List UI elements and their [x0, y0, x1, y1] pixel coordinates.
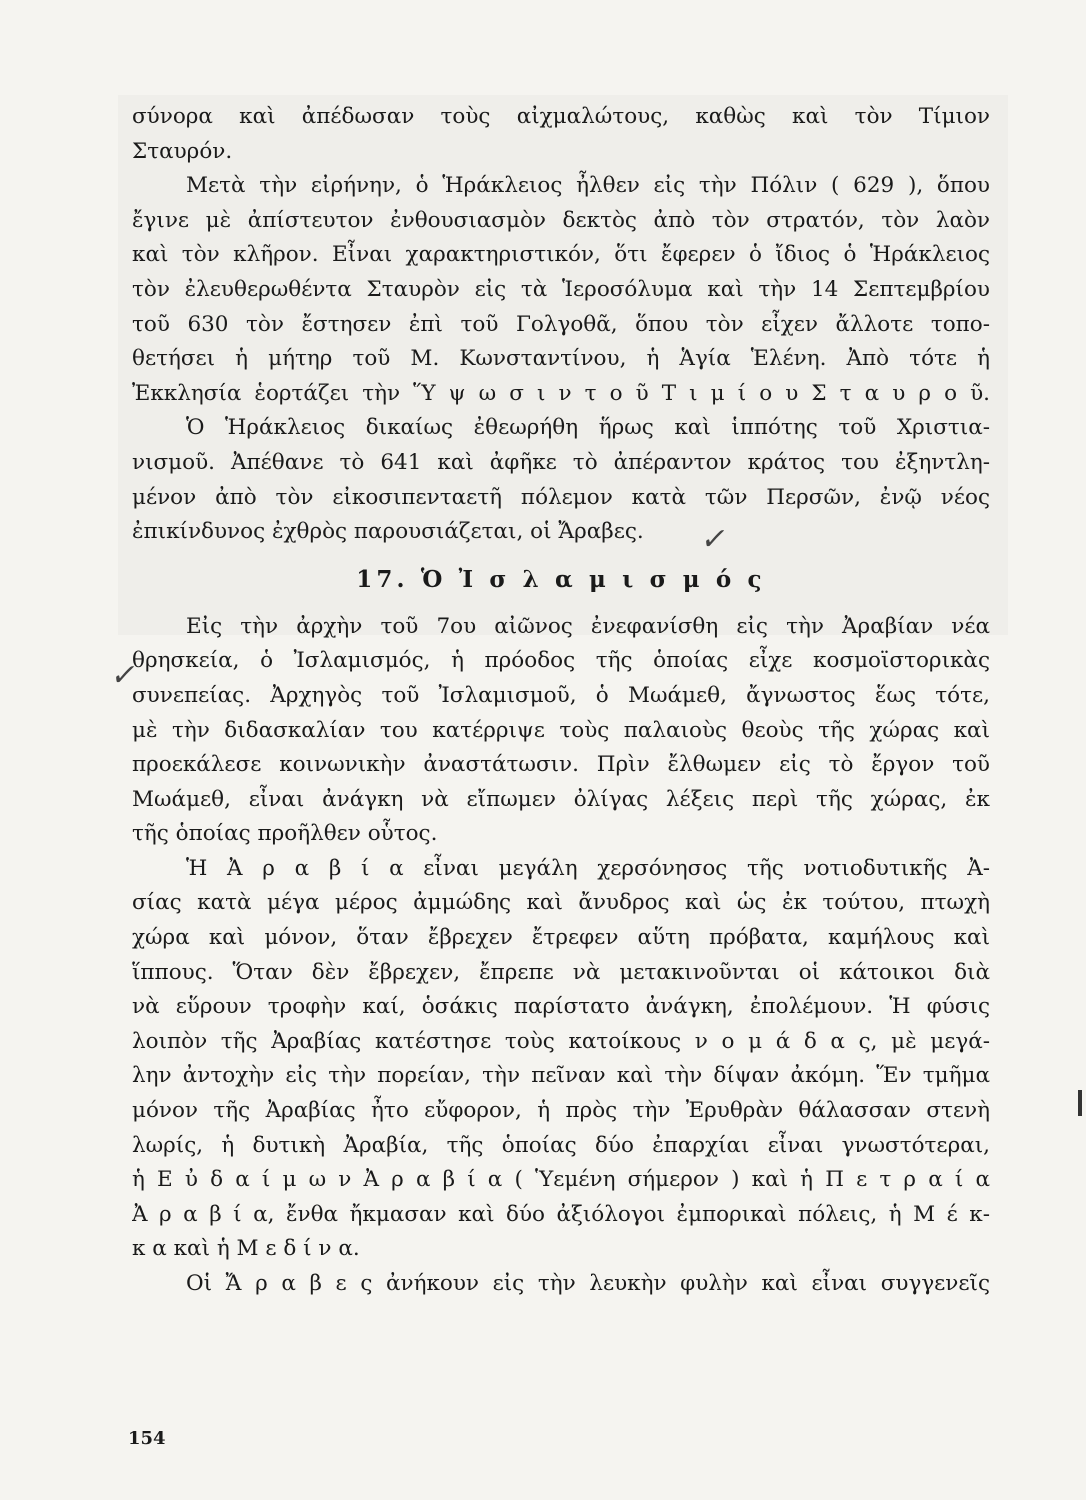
text-line: μὲ τὴν διδασκαλίαν του κατέρριψε τοὺς παλαιοὺς θεοὺς τῆς χώρας καὶ: [132, 717, 990, 743]
text-line: ἐπικίνδυνος ἐχθρὸς παρουσιάζεται, οἱ Ἄραβες.: [132, 519, 644, 545]
text-line: τῆς ὁποίας προῆλθεν οὗτος.: [132, 821, 438, 847]
text-line: λοιπὸν τῆς Ἀραβίας κατέστησε τοὺς κατοίκους ν ο μ ά δ α ς, μὲ μεγά-: [132, 1028, 990, 1054]
text-line: προεκάλεσε κοινωνικὴν ἀναστάτωσιν. Πρὶν ἔλθωμεν εἰς τὸ ἔργον τοῦ: [132, 752, 990, 778]
text-line: Ὁ Ἡράκλειος δικαίως ἐθεωρήθη ἥρως καὶ ἱππότης τοῦ Χριστια-: [186, 415, 990, 441]
text-line: θετήσει ἡ μήτηρ τοῦ Μ. Κωνσταντίνου, ἡ Ἁγία Ἑλένη. Ἀπὸ τότε ἡ: [132, 346, 990, 372]
text-line: ἔγινε μὲ ἀπίστευτον ἐνθουσιασμὸν δεκτὸς ἀπὸ τὸν στρατόν, τὸν λαὸν: [132, 207, 990, 233]
text-line: Μωάμεθ, εἶναι ἀνάγκη νὰ εἴπωμεν ὀλίγας λέξεις περὶ τῆς χώρας, ἐκ: [132, 786, 990, 812]
text-line: Σταυρόν.: [132, 138, 233, 164]
text-line: ἡ Ε ὐ δ α ί μ ω ν Ἀ ρ α β ί α ( Ὑεμένη σήμερον ) καὶ ἡ Π ε τ ρ α ί α: [132, 1167, 990, 1193]
text-line: Ἀ ρ α β ί α, ἔνθα ἤκμασαν καὶ δύο ἀξιόλογοι ἐμπορικαὶ πόλεις, ἡ Μ έ κ-: [132, 1201, 990, 1227]
text-line: θρησκεία, ὁ Ἰσλαμισμός, ἡ πρόοδος τῆς ὁποίας εἶχε κοσμοϊστορικὰς: [132, 648, 990, 674]
text-line: λην ἀντοχὴν εἰς τὴν πορείαν, τὴν πεῖναν καὶ τὴν δίψαν ἀκόμη. Ἕν τμῆμα: [132, 1063, 990, 1089]
text-line: Εἰς τὴν ἀρχὴν τοῦ 7ου αἰῶνος ἐνεφανίσθη εἰς τὴν Ἀραβίαν νέα: [186, 613, 990, 639]
text-line: συνεπείας. Ἀρχηγὸς τοῦ Ἰσλαμισμοῦ, ὁ Μωάμεθ, ἄγνωστος ἕως τότε,: [132, 682, 990, 708]
text-line: κ α καὶ ἡ Μ ε δ ί ν α.: [132, 1236, 360, 1262]
text-line: μόνον τῆς Ἀραβίας ἦτο εὔφορον, ἡ πρὸς τὴν Ἐρυθρὰν θάλασσαν στενὴ: [132, 1098, 990, 1124]
section-heading: 17. Ὁ Ἰ σ λ α μ ι σ μ ό ς: [356, 565, 766, 593]
page-edge-mark: [1078, 1090, 1082, 1116]
page-body: [132, 100, 990, 1302]
page-number: 154: [128, 1428, 166, 1449]
text-line: Ἐκκλησία ἑορτάζει τὴν Ὕ ψ ω σ ι ν τ ο ῦ Τ ι μ ί ο υ Σ τ α υ ρ ο ῦ.: [132, 380, 990, 406]
text-line: νὰ εὕρουν τροφὴν καί, ὁσάκις παρίστατο ἀνάγκη, ἐπολέμουν. Ἡ φύσις: [132, 994, 990, 1020]
text-line: σύνορα καὶ ἀπέδωσαν τοὺς αἰχμαλώτους, καθὼς καὶ τὸν Τίμιον: [132, 104, 990, 129]
text-line: τοῦ 630 τὸν ἔστησεν ἐπὶ τοῦ Γολγοθᾶ, ὅπου τὸν εἶχεν ἄλλοτε τοπο-: [132, 311, 990, 337]
pencil-checkmark-icon: ✓: [108, 658, 141, 693]
text-line: Ἡ Ἀ ρ α β ί α εἶναι μεγάλη χερσόνησος τῆς νοτιοδυτικῆς Ἀ-: [186, 855, 990, 881]
text-line: σίας κατὰ μέγα μέρος ἀμμώδης καὶ ἄνυδρος καὶ ὡς ἐκ τούτου, πτωχὴ: [132, 890, 990, 916]
text-line: τὸν ἐλευθερωθέντα Σταυρὸν εἰς τὰ Ἱεροσόλυμα καὶ τὴν 14 Σεπτεμβρίου: [132, 276, 990, 302]
text-line: λωρίς, ἡ δυτικὴ Ἀραβία, τῆς ὁποίας δύο ἐπαρχίαι εἶναι γνωστότεραι,: [132, 1132, 990, 1158]
text-line: ἵππους. Ὅταν δὲν ἔβρεχεν, ἔπρεπε νὰ μετακινοῦνται οἱ κάτοικοι διὰ: [132, 959, 990, 985]
text-line: καὶ τὸν κλῆρον. Εἶναι χαρακτηριστικόν, ὅτι ἔφερεν ὁ ἴδιος ὁ Ἡράκλειος: [132, 242, 990, 268]
text-line: Οἱ Ἄ ρ α β ε ς ἀνήκουν εἰς τὴν λευκὴν φυλὴν καὶ εἶναι συγγενεῖς: [186, 1271, 990, 1296]
text-line: χώρα καὶ μόνον, ὅταν ἔβρεχεν ἔτρεφεν αὕτη πρόβατα, καμήλους καὶ: [132, 925, 990, 951]
text-line: Μετὰ τὴν εἰρήνην, ὁ Ἡράκλειος ἦλθεν εἰς τὴν Πόλιν ( 629 ), ὅπου: [186, 173, 990, 199]
text-line: νισμοῦ. Ἀπέθανε τὸ 641 καὶ ἀφῆκε τὸ ἀπέραντον κράτος του ἐξηντλη-: [132, 449, 990, 475]
text-line: μένον ἀπὸ τὸν εἰκοσιπενταετῆ πόλεμον κατὰ τῶν Περσῶν, ἐνῷ νέος: [132, 484, 990, 510]
pencil-checkmark-icon: ✓: [698, 522, 731, 557]
